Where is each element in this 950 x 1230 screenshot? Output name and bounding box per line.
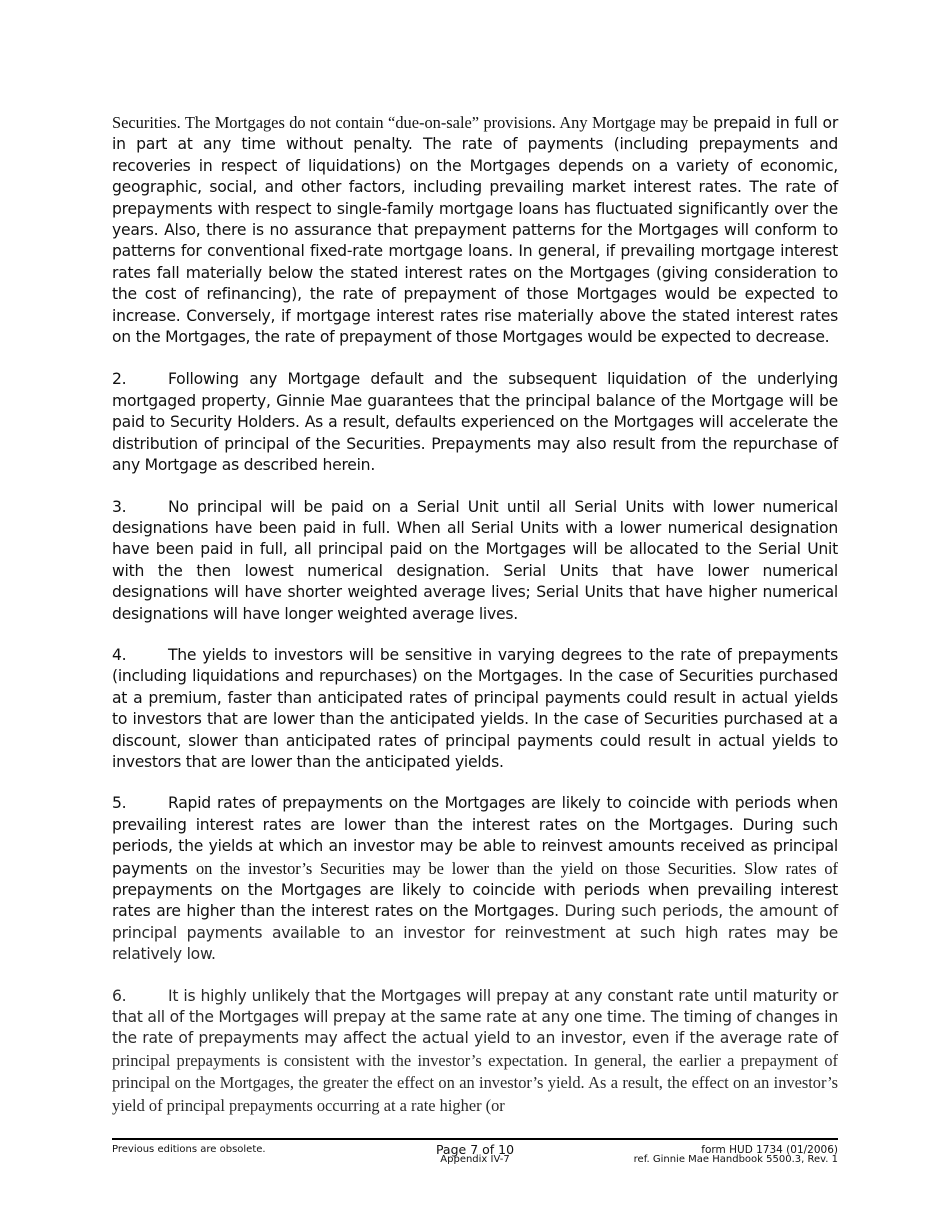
paragraph-text: prepaid in full or in part at any time without penalty. The rate of payments (including prepayments and recoveries in respect of liquidations) on the Mortgages depends on a variety of economic, geographic, social, and other factors, including prevailing market interest rates. The rate of prepayments with respect to single-family mortgage loans has fluctuated significantly over the years. Also, there is no assurance that prepayment patterns for the Mortgages will conform to patterns for conventional fixed-rate mortgage loans. In general, if prevailing mortgage interest rates fall materially below the stated interest rates on the Mortgages (giving consideration to the cost of refinancing), the rate of prepayment of those Mortgages would be expected to increase. Conversely, if mortgage interest rates rise materially above the stated interest rates on the Mortgages, the rate of prepayment of those Mortgages would be expected to decrease. [112,114,838,347]
paragraph-text-light: During such periods, the amount of principal payments available to an investor for reinvestment at such high rates may be relatively low. [112,902,838,964]
paragraph-text: The yields to investors will be sensitive in varying degrees to the rate of prepayments (including liquidations and repurchases) on the Mortgages. In the case of Securities purchased at a premium, faster than anticipated rates of principal payments could result in actual yields to investors that are lower than the anticipated yields. In the case of Securities purchased at a discount, slower than anticipated rates of principal payments could result in actual yields to investors that are lower than the anticipated yields. [112,645,838,771]
paragraph-number: 4. [112,645,127,664]
page-footer [112,1138,838,1168]
paragraph-text: Rapid rates of prepayments on the Mortgages are likely to coincide with periods when prevailing interest rates are lower than the interest rates on the Mortgages. During such periods, the yields at which an investor may be able to reinvest amounts received as principal payments [112,794,838,878]
document-body [112,112,838,1137]
paragraph-text: It is highly unlikely that the Mortgages will prepay at any constant rate until maturity or that all of the Mortgages will prepay at the same rate at any one time. The timing of changes in the rate of prepayments may affect the actual yield to an investor, even if the average rate of [112,986,838,1048]
paragraph-text: Following any Mortgage default and the subsequent liquidation of the underlying mortgaged property, Ginnie Mae guarantees that the principal balance of the Mortgage will be paid to Security Holders. As a result, defaults experienced on the Mortgages will accelerate the distribution of principal of the Securities. Prepayments may also result from the repurchase of any Mortgage as described herein. [112,370,838,475]
footer-obsolete-note: Previous editions are obsolete. [112,1144,266,1155]
paragraph-number: 6. [112,986,127,1005]
paragraph-5 [112,793,838,965]
paragraph-lead-text: Securities. The Mortgages do not contain “due-on-sale” provisions. Any Mortgage may be [112,113,709,132]
footer-page-number: Page 7 of 10 [435,1142,515,1157]
footer-form-id: form HUD 1734 (01/2006) [701,1144,838,1156]
paragraph-2 [112,369,838,476]
paragraph-number: 3. [112,497,127,516]
paragraph-serif-text: principal prepayments is consistent with the investor’s expectation. In general, the earlier a prepayment of principal on the Mortgages, the greater the effect on an investor’s yield. As a result, the effect on an investor’s yield of principal prepayments occurring at a rate higher (or [112,1050,838,1115]
paragraph-serif-text: on the investor’s Securities may be lower than the yield on those Securities. Slow rates of [195,858,838,878]
paragraph-3 [112,497,838,625]
paragraph-number: 5. [112,794,127,813]
paragraph-4 [112,645,838,773]
paragraph-text: prepayments on the Mortgages are likely to coincide with periods when prevailing interest rates are higher than the interest rates on the Mortgages. [112,881,838,921]
paragraph-continued [112,112,838,348]
footer-appendix: Appendix IV-7 [440,1154,510,1165]
paragraph-6 [112,986,838,1117]
paragraph-text: No principal will be paid on a Serial Unit until all Serial Units with lower numerical designations have been paid in full. When all Serial Units with a lower numerical designation have been paid in full, all principal paid on the Mortgages will be allocated to the Serial Unit with the then lowest numerical designation. Serial Units that have lower numerical designations will have shorter weighted average lives; Serial Units that have higher numerical designations will have longer weighted average lives. [112,497,838,623]
paragraph-number: 2. [112,370,127,389]
footer-handbook-ref: ref. Ginnie Mae Handbook 5500.3, Rev. 1 [633,1154,838,1165]
